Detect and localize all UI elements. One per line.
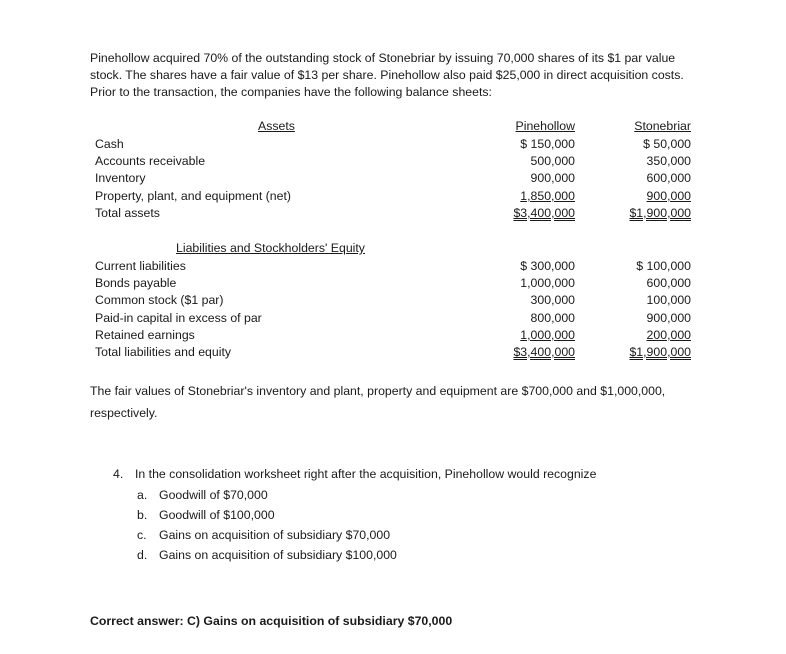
liab-row-apic <box>0 310 786 327</box>
question-text: In the consolidation worksheet right after the acquisition, Pinehollow would recognize <box>135 467 597 481</box>
stonebriar-value: $1,900,000 <box>629 345 691 359</box>
stonebriar-value: 100,000 <box>646 293 691 307</box>
pinehollow-value: $3,400,000 <box>513 206 575 220</box>
row-label: Bonds payable <box>95 276 177 290</box>
stonebriar-value: 350,000 <box>646 154 691 168</box>
pinehollow-value: 1,000,000 <box>520 328 575 342</box>
option-letter: c. <box>137 528 147 542</box>
option-b <box>137 507 275 524</box>
row-label: Inventory <box>95 171 146 185</box>
pinehollow-value: 800,000 <box>530 311 575 325</box>
pinehollow-value: $ 150,000 <box>520 137 575 151</box>
assets-row-receivables <box>0 153 786 170</box>
row-label: Accounts receivable <box>95 154 206 168</box>
stonebriar-value: $1,900,000 <box>629 206 691 220</box>
option-text: Gains on acquisition of subsidiary $100,000 <box>159 548 397 562</box>
assets-row-total <box>0 205 786 222</box>
liabilities-header: Liabilities and Stockholders' Equity <box>176 241 365 255</box>
row-label: Total liabilities and equity <box>95 345 232 359</box>
stonebriar-value: 600,000 <box>646 171 691 185</box>
assets-row-inventory <box>0 170 786 187</box>
pinehollow-value: $ 300,000 <box>520 259 575 273</box>
liab-row-common-stock <box>0 292 786 309</box>
row-label: Current liabilities <box>95 259 186 273</box>
option-d <box>137 547 397 564</box>
pinehollow-value: 300,000 <box>530 293 575 307</box>
liab-row-current <box>0 258 786 275</box>
pinehollow-value: $3,400,000 <box>513 345 575 359</box>
row-label: Total assets <box>95 206 160 220</box>
row-label: Retained earnings <box>95 328 195 342</box>
liabilities-header-row <box>0 240 786 257</box>
intro-paragraph: Pinehollow acquired 70% of the outstanding stock of Stonebriar by issuing 70,000 shares of its $1 par value stock. The shares have a fair value of $13 per share. Pinehollow also paid $25,000 in direct acquisition costs. Prior to the transaction, the companies have the following balance sheets: <box>90 51 684 99</box>
liab-row-total <box>0 344 786 361</box>
stonebriar-value: 900,000 <box>646 311 691 325</box>
pinehollow-header: Pinehollow <box>515 119 575 133</box>
assets-header: Assets <box>258 119 295 133</box>
option-letter: b. <box>137 508 148 522</box>
pinehollow-value: 500,000 <box>530 154 575 168</box>
assets-header-row <box>0 118 786 135</box>
row-label: Cash <box>95 137 124 151</box>
option-text: Goodwill of $70,000 <box>159 488 268 502</box>
stonebriar-value: 600,000 <box>646 276 691 290</box>
stonebriar-value: $ 50,000 <box>643 137 691 151</box>
question-number: 4. <box>113 467 124 481</box>
correct-answer: Correct answer: C) Gains on acquisition of subsidiary $70,000 <box>90 614 453 628</box>
stonebriar-value: 900,000 <box>646 189 691 203</box>
liab-row-bonds <box>0 275 786 292</box>
question <box>113 466 596 483</box>
fair-values-note: The fair values of Stonebriar's inventory and plant, property and equipment are $700,000 and $1,000,000, respectively. <box>90 384 666 420</box>
option-text: Gains on acquisition of subsidiary $70,000 <box>159 528 391 542</box>
pinehollow-value: 1,850,000 <box>520 189 575 203</box>
assets-row-ppe <box>0 188 786 205</box>
pinehollow-value: 900,000 <box>530 171 575 185</box>
stonebriar-value: 200,000 <box>646 328 691 342</box>
option-text: Goodwill of $100,000 <box>159 508 275 522</box>
option-a <box>137 487 268 504</box>
row-label: Property, plant, and equipment (net) <box>95 189 291 203</box>
assets-row-cash <box>0 136 786 153</box>
pinehollow-value: 1,000,000 <box>520 276 575 290</box>
liab-row-retained-earnings <box>0 327 786 344</box>
stonebriar-value: $ 100,000 <box>636 259 691 273</box>
stonebriar-header: Stonebriar <box>634 119 691 133</box>
option-letter: d. <box>137 548 148 562</box>
row-label: Paid-in capital in excess of par <box>95 311 262 325</box>
row-label: Common stock ($1 par) <box>95 293 224 307</box>
option-letter: a. <box>137 488 148 502</box>
option-c <box>137 527 390 544</box>
